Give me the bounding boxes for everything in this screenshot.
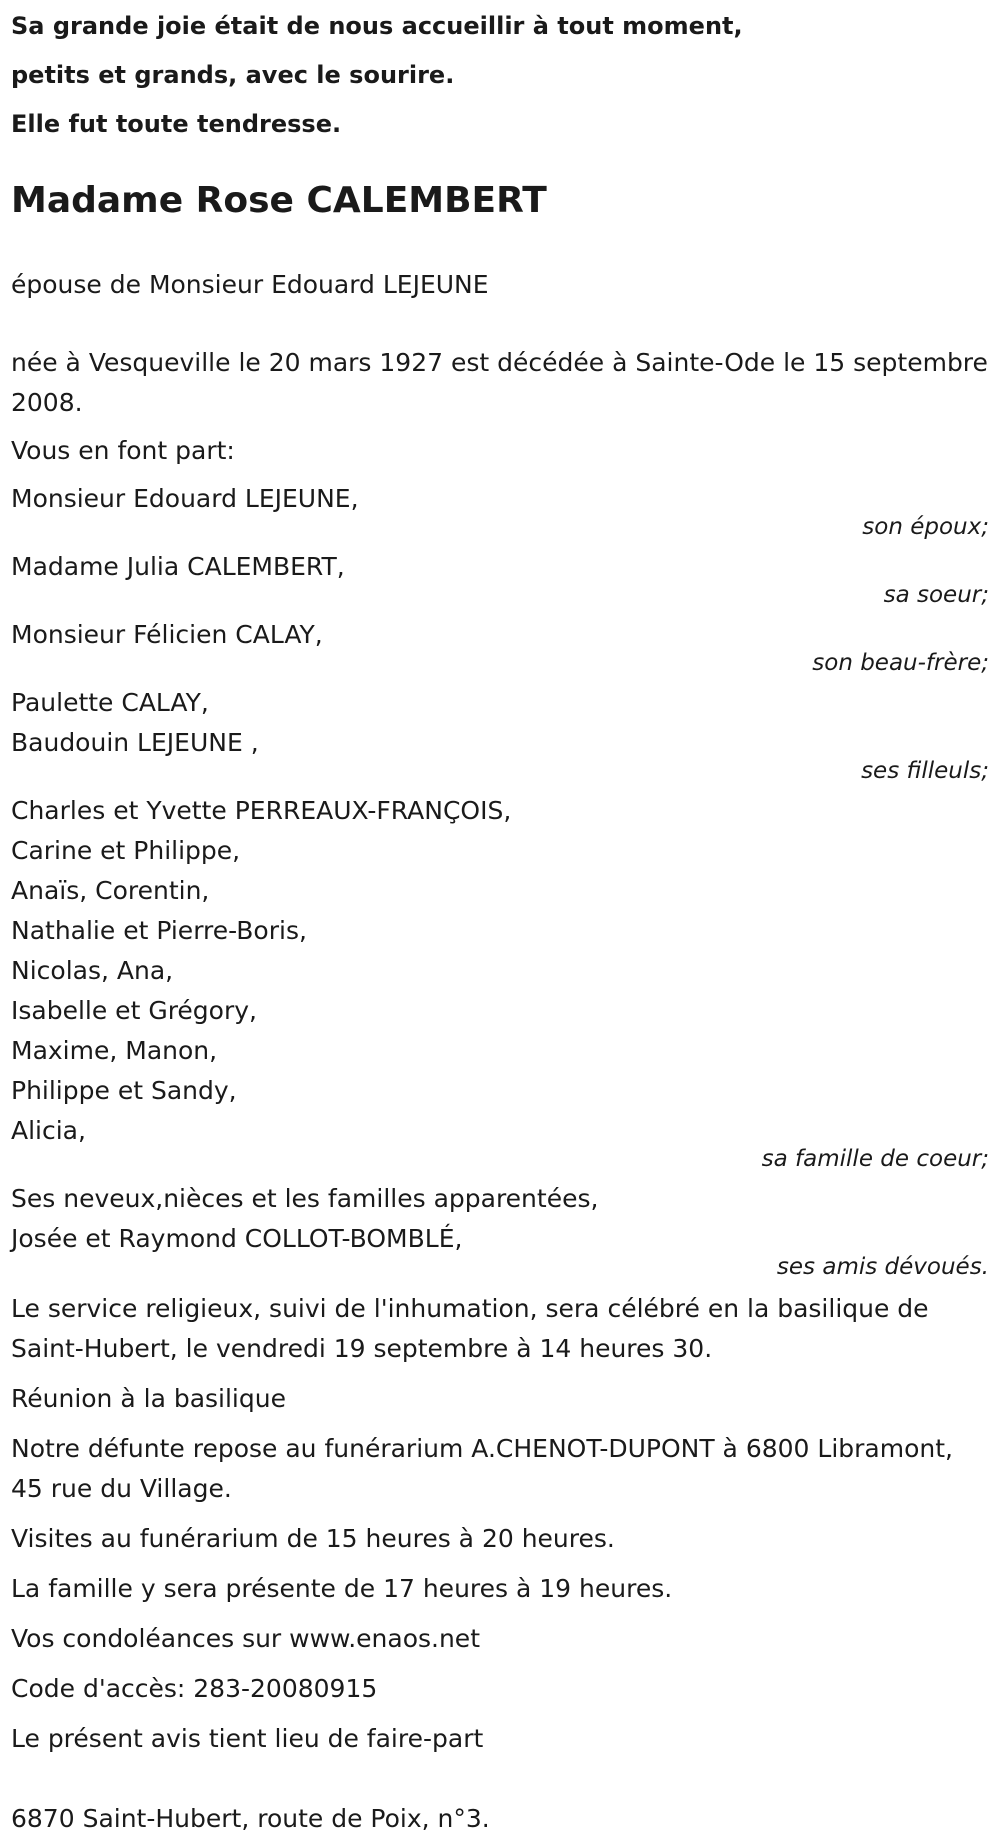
visiting-hours: Visites au funérarium de 15 heures à 20 heures. (11, 1524, 615, 1553)
verse-line: Sa grande joie était de nous accueillir à tout moment, (11, 12, 743, 40)
family-member: Alicia, (11, 1116, 86, 1145)
family-role: sa soeur; (883, 582, 989, 608)
family-member: Josée et Raymond COLLOT-BOMBLÉ, (11, 1224, 463, 1253)
family-role: son époux; (862, 514, 989, 540)
family-member: Monsieur Félicien CALAY, (11, 620, 323, 649)
family-group (11, 791, 989, 1171)
family-role: sa famille de coeur; (761, 1146, 989, 1172)
birth-death-line: née à Vesqueville le 20 mars 1927 est décédée à Sainte-Ode le 15 septembre 2008. (11, 348, 988, 417)
family-member: Anaïs, Corentin, (11, 876, 210, 905)
family-address: 6870 Saint-Hubert, route de Poix, n°3. (11, 1804, 490, 1833)
deceased-name: Madame Rose CALEMBERT (11, 180, 547, 221)
family-group (11, 615, 989, 675)
family-list (11, 479, 989, 1279)
epitaph-verse (11, 2, 989, 149)
family-member: Isabelle et Grégory, (11, 996, 257, 1025)
meeting-place: Réunion à la basilique (11, 1384, 286, 1413)
family-role: ses amis dévoués. (776, 1254, 989, 1280)
notice-disclaimer: Le présent avis tient lieu de faire-part (11, 1724, 484, 1753)
funeral-details (11, 1289, 989, 1759)
family-member: Nicolas, Ana, (11, 956, 174, 985)
family-group (11, 547, 989, 607)
family-member: Nathalie et Pierre-Boris, (11, 916, 307, 945)
verse-line: Elle fut toute tendresse. (11, 110, 342, 138)
family-member: Philippe et Sandy, (11, 1076, 237, 1105)
funeral-home-info: Notre défunte repose au funérarium A.CHENOT-DUPONT à 6800 Libramont, 45 rue du Village. (11, 1434, 953, 1503)
family-member: Baudouin LEJEUNE , (11, 728, 259, 757)
announce-line: Vous en font part: (11, 436, 235, 465)
family-group (11, 479, 989, 539)
condolences-line: Vos condoléances sur www.enaos.net (11, 1624, 480, 1653)
family-group (11, 1179, 989, 1279)
family-role: ses filleuls; (861, 758, 989, 784)
family-group (11, 683, 989, 783)
obituary-notice (11, 0, 989, 1839)
family-member: Charles et Yvette PERREAUX-FRANÇOIS, (11, 796, 512, 825)
family-member: Ses neveux,nièces et les familles apparentées, (11, 1184, 599, 1213)
ceremony-info: Le service religieux, suivi de l'inhumation, sera célébré en la basilique de Saint-Hubert, le vendredi 19 septembre à 14 heures 30. (11, 1294, 929, 1363)
verse-line: petits et grands, avec le sourire. (11, 61, 455, 89)
access-code: Code d'accès: 283-20080915 (11, 1674, 378, 1703)
family-member: Carine et Philippe, (11, 836, 241, 865)
family-member: Maxime, Manon, (11, 1036, 218, 1065)
spouse-line: épouse de Monsieur Edouard LEJEUNE (11, 270, 489, 299)
family-member: Madame Julia CALEMBERT, (11, 552, 345, 581)
family-presence: La famille y sera présente de 17 heures à 19 heures. (11, 1574, 673, 1603)
family-member: Paulette CALAY, (11, 688, 209, 717)
family-member: Monsieur Edouard LEJEUNE, (11, 484, 359, 513)
family-role: son beau-frère; (812, 650, 989, 676)
